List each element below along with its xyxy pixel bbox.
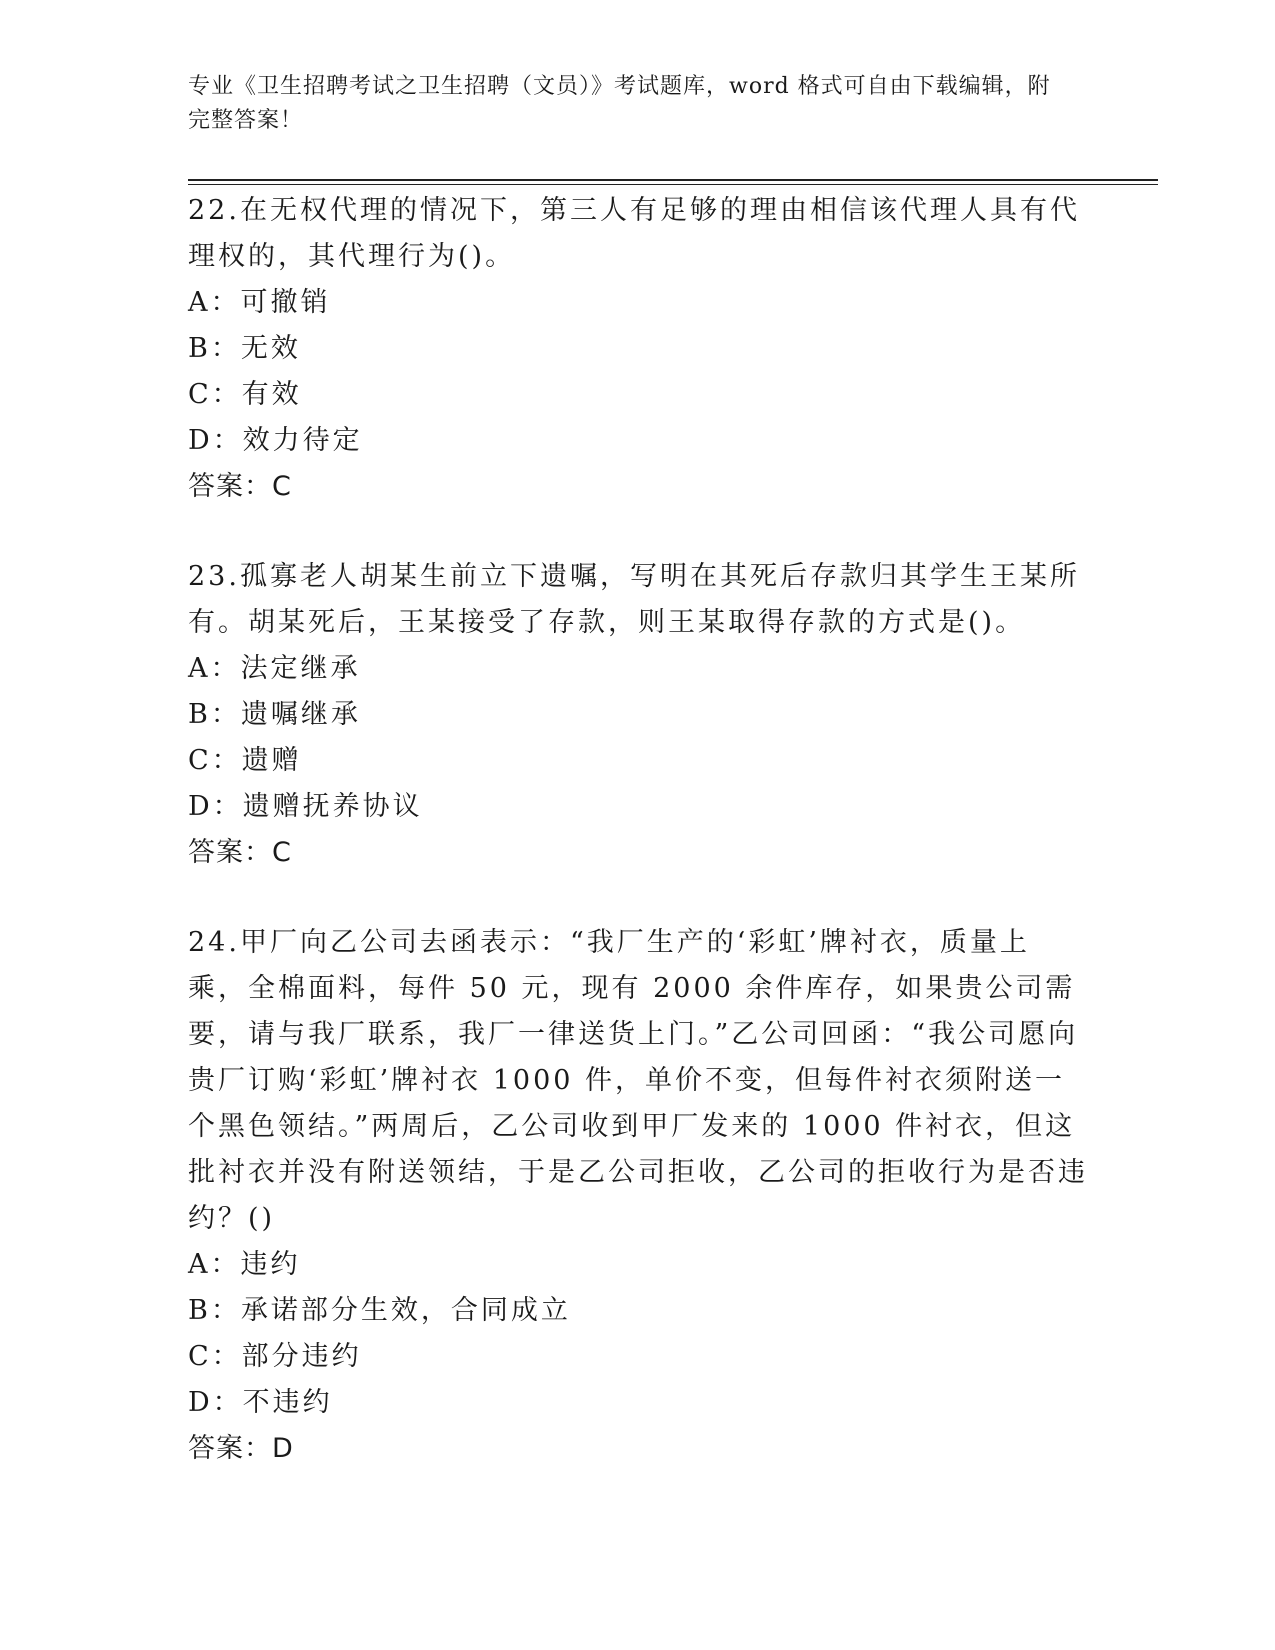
option-d: D：不违约 [188,1387,333,1418]
option-a: A：违约 [188,1249,301,1280]
option-d: D：遗赠抚养协议 [188,791,423,822]
option-b: B：遗嘱继承 [188,699,361,730]
option-a: A：法定继承 [188,653,361,684]
header-rule-thick [188,179,1158,181]
header-rule-thin [188,184,1158,185]
answer-line: 答案：D [188,1433,294,1464]
question-22 [188,188,1088,510]
option-d: D：效力待定 [188,425,363,456]
question-text: 24.甲厂向乙公司去函表示：“我厂生产的‘彩虹’牌衬衣，质量上乘，全棉面料，每件 50 元，现有 2000 余件库存，如果贵公司需要，请与我厂联系，我厂一律送货上门。”乙公司回函：“我公司愿向贵厂订购‘彩虹’牌衬衣 1000 件，单价不变，但每件衬衣须附送一个黑色领结。”两周后，乙公司收到甲厂发来的 1000 件衬衣，但这批衬衣并没有附送领结，于是乙公司拒收，乙公司的拒收行为是否违约？() [188,927,1088,1234]
option-b: B：无效 [188,333,301,364]
document-header: 专业《卫生招聘考试之卫生招聘（文员）》考试题库，word 格式可自由下载编辑，附完整答案！ [188,74,1051,133]
option-c: C：有效 [188,379,302,410]
question-text: 23.孤寡老人胡某生前立下遗嘱，写明在其死后存款归其学生王某所有。胡某死后，王某接受了存款，则王某取得存款的方式是()。 [188,561,1080,638]
option-b: B：承诺部分生效，合同成立 [188,1295,571,1326]
option-c: C：遗赠 [188,745,302,776]
answer-line: 答案：C [188,471,292,502]
option-c: C：部分违约 [188,1341,362,1372]
question-23 [188,554,1088,876]
question-text: 22.在无权代理的情况下，第三人有足够的理由相信该代理人具有代理权的，其代理行为()。 [188,195,1080,272]
answer-line: 答案：C [188,837,292,868]
question-24 [188,920,1088,1472]
option-a: A：可撤销 [188,287,331,318]
